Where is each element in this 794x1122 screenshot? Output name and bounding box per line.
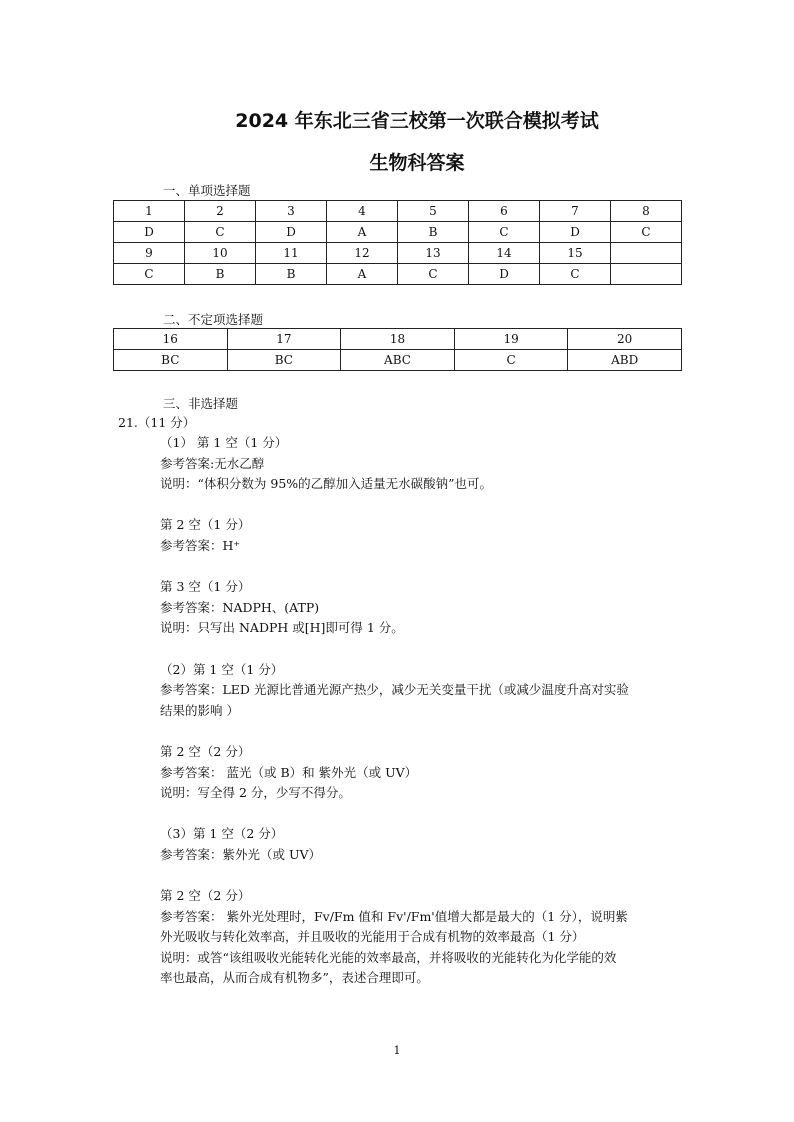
answer-line: （3）第 1 空（2 分） [160,826,284,842]
table-cell: C [114,264,185,285]
table-cell: C [469,222,540,243]
table-cell: C [540,264,611,285]
section2-heading: 二、不定项选择题 [163,312,264,327]
answer-line: 率也最高，从而合成有机物多”，表述合理即可。 [160,970,429,986]
answer-line: 参考答案： 蓝光（或 B）和 紫外光（或 UV） [160,764,418,780]
answer-line: 说明：“体积分数为 95%的乙醇加入适量无水碳酸钠”也可。 [160,476,493,492]
table-cell: 10 [185,243,256,264]
table-cell: C [398,264,469,285]
answer-line: 说明：只写出 NADPH 或[H]即可得 1 分。 [160,620,404,636]
answer-line: 参考答案：紫外光（或 UV） [160,846,322,862]
table-cell: A [327,264,398,285]
question-21-answers [160,433,680,989]
table-cell: C [454,350,568,371]
table-cell: 16 [114,329,228,350]
table-row [114,201,682,222]
multiple-choice-answer-table [113,328,682,371]
table-cell: D [469,264,540,285]
table-cell: A [327,222,398,243]
blank-line [160,495,680,516]
table-cell: 9 [114,243,185,264]
table-row [114,264,682,285]
table-cell: 15 [540,243,611,264]
table-cell: 18 [341,329,455,350]
table-cell: BC [227,350,341,371]
table-cell: 8 [611,201,682,222]
table-cell: 6 [469,201,540,222]
table-cell: B [256,264,327,285]
table-cell: 20 [568,329,682,350]
answer-line: 参考答案：H⁺ [160,537,240,553]
blank-line [160,865,680,886]
document-title: 2024 年东北三省三校第一次联合模拟考试 [235,110,599,132]
answer-line: 第 3 空（1 分） [160,579,251,595]
table-cell: 2 [185,201,256,222]
table-cell: D [540,222,611,243]
answer-line: 说明：或答“该组吸收光能转化光能的效率最高，并将吸收的光能转化为化学能的效 [160,949,617,965]
section1-heading: 一、单项选择题 [163,183,251,198]
answer-line: 参考答案： 紫外光处理时，Fv/Fm 值和 Fv'/Fm'值增大都是最大的（1 分），说明紫 [160,908,628,924]
table-cell: 11 [256,243,327,264]
table-cell: 17 [227,329,341,350]
answer-line: （1） 第 1 空（1 分） [160,435,288,450]
answer-line: （2）第 1 空（1 分） [160,661,284,677]
blank-line [160,639,680,660]
blank-line [160,557,680,578]
section3-heading: 三、非选择题 [163,396,239,411]
answer-line: 第 2 空（2 分） [160,743,251,759]
table-cell: ABD [568,350,682,371]
table-cell: 7 [540,201,611,222]
table-row [114,222,682,243]
document-subtitle: 生物科答案 [369,152,465,174]
table-cell: B [185,264,256,285]
answer-line: 结果的影响 ） [160,702,239,718]
page-number: 1 [393,1044,401,1057]
blank-line [160,804,680,825]
table-cell: B [398,222,469,243]
table-cell: 5 [398,201,469,222]
table-cell: BC [114,350,228,371]
table-cell: 14 [469,243,540,264]
table-cell: D [114,222,185,243]
table-cell: C [611,222,682,243]
single-choice-answer-table [113,200,682,285]
answer-line: 参考答案：LED 光源比普通光源产热少，减少无关变量干扰（或减少温度升高对实验 [160,682,629,698]
answer-line: 参考答案:无水乙醇 [160,455,265,471]
table-cell: 4 [327,201,398,222]
table-row [114,243,682,264]
answer-line: 第 2 空（2 分） [160,888,251,904]
table-cell: 12 [327,243,398,264]
answer-line: 参考答案：NADPH、(ATP) [160,599,320,615]
table-cell: 1 [114,201,185,222]
table-row [114,329,682,350]
table-row [114,350,682,371]
table-cell: ABC [341,350,455,371]
answer-line: 第 2 空（1 分） [160,517,251,533]
table-cell [611,243,682,264]
table-cell: 13 [398,243,469,264]
question-21-label: 21.（11 分） [118,415,196,430]
table-cell: 19 [454,329,568,350]
answer-line: 说明：写全得 2 分，少写不得分。 [160,785,351,801]
table-cell: D [256,222,327,243]
table-cell [611,264,682,285]
table-cell: C [185,222,256,243]
table-cell: 3 [256,201,327,222]
blank-line [160,721,680,742]
answer-line: 外光吸收与转化效率高，并且吸收的光能用于合成有机物的效率最高（1 分） [160,929,585,945]
